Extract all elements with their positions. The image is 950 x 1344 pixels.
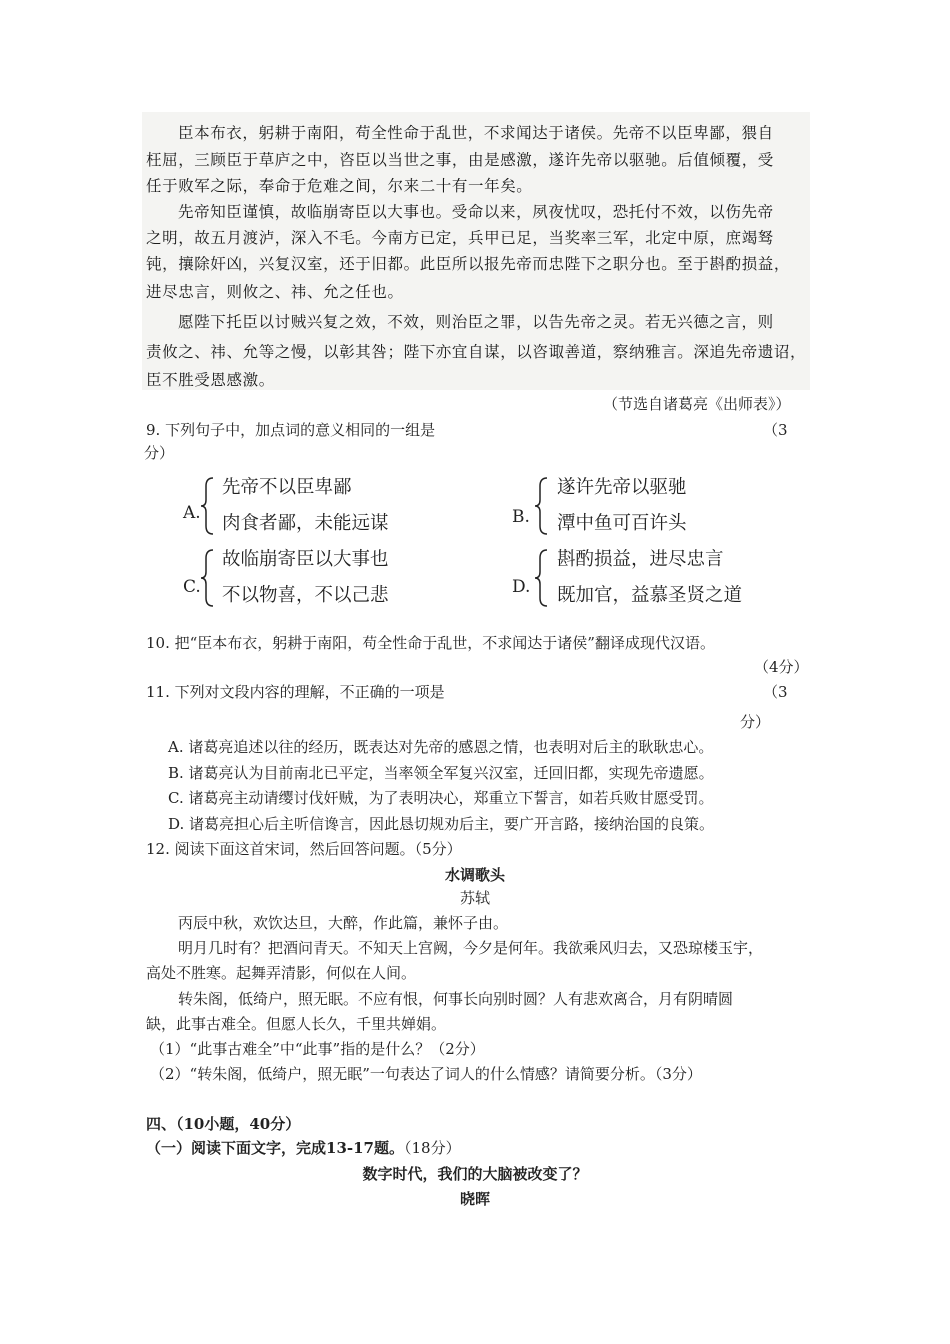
q11-score-unit: 分） [740, 713, 771, 731]
q9-option-c-line1: 故临崩寄臣以大事也 [222, 549, 389, 570]
part1-heading [146, 1137, 461, 1158]
q9-option-b-line1: 遂许先帝以驱驰 [557, 477, 687, 498]
poem-line: 缺，此事古难全。但愿人长久，千里共婵娟。 [146, 1015, 447, 1033]
q9-option-d-line2: 既加官，益慕圣贤之道 [557, 585, 743, 606]
poem-author: 苏轼 [459, 889, 490, 907]
q12-sub2: （2）“转朱阁，低绮户，照无眠”一句表达了词人的什么情感？请简要分析。（3分） [150, 1065, 702, 1083]
passage-line: 进尽忠言，则攸之、祎、允之任也。 [146, 283, 404, 301]
q9-option-a-line2: 肉食者鄙，未能远谋 [222, 513, 389, 534]
article-title: 数字时代，我们的大脑被改变了？ [362, 1165, 588, 1183]
q11-option-b: B. 诸葛亮认为目前南北已平定，当率领全军复兴汉室，迁回旧都，实现先帝遗愿。 [168, 764, 714, 782]
q9-option-c-line2: 不以物喜，不以己悲 [222, 585, 389, 606]
brace-icon [199, 548, 217, 608]
q9-option-a-line1: 先帝不以臣卑鄙 [222, 477, 352, 498]
q10-score: （4分） [754, 658, 809, 676]
poem-preface: 丙辰中秋，欢饮达旦，大醉，作此篇，兼怀子由。 [178, 914, 509, 932]
passage-line: 钝，攘除奸凶，兴复汉室，还于旧都。此臣所以报先帝而忠陛下之职分也。至于斟酌损益， [146, 255, 791, 273]
q9-option-b-line2: 潭中鱼可百许头 [557, 513, 687, 534]
brace-icon [533, 476, 551, 536]
q12-stem: 12. 阅读下面这首宋词，然后回答问题。（5分） [146, 840, 462, 858]
passage-line: 之明，故五月渡泸，深入不毛。今南方已定，兵甲已足，当奖率三军，北定中原，庶竭驽 [146, 229, 774, 247]
passage-line: 臣不胜受恩感激。 [146, 371, 275, 389]
q11-stem: 11. 下列对文段内容的理解，不正确的一项是 [146, 683, 445, 701]
part1-score: （18分） [403, 1139, 461, 1157]
passage-line: 枉屈，三顾臣于草庐之中，咨臣以当世之事，由是感激，遂许先帝以驱驰。后值倾覆，受 [146, 151, 774, 169]
passage-line: 任于败军之际，奉命于危难之间，尔来二十有一年矣。 [146, 177, 533, 195]
q9-option-a-label: A. [183, 503, 201, 523]
q11-option-a: A. 诸葛亮追述以往的经历，既表达对先帝的感恩之情，也表明对后主的耿耿忠心。 [168, 738, 714, 756]
q10-stem: 10. 把“臣本布衣，躬耕于南阳，苟全性命于乱世，不求闻达于诸侯”翻译成现代汉语。 [146, 634, 715, 652]
q11-option-d: D. 诸葛亮担心后主听信谗言，因此恳切规劝后主，要广开言路，接纳治国的良策。 [168, 815, 715, 833]
q11-option-c: C. 诸葛亮主动请缨讨伐奸贼，为了表明决心，郑重立下誓言，如若兵败甘愿受罚。 [168, 789, 714, 807]
q9-score-unit: 分） [144, 444, 175, 462]
passage-line: 先帝知臣谨慎，故临崩寄臣以大事也。受命以来，夙夜忧叹，恐托付不效，以伤先帝 [178, 203, 774, 221]
passage-line: 责攸之、祎、允等之慢，以彰其咎；陛下亦宜自谋，以咨诹善道，察纳雅言。深追先帝遗诏， [146, 343, 807, 361]
q9-score: （3 [763, 421, 788, 439]
q9-option-b-label: B. [512, 507, 530, 527]
brace-icon [533, 548, 551, 608]
poem-line: 明月几时有？把酒问青天。不知天上宫阙，今夕是何年。我欲乘风归去，又恐琼楼玉宇， [178, 939, 764, 957]
passage-line: 愿陛下托臣以讨贼兴复之效，不效，则治臣之罪，以告先帝之灵。若无兴德之言，则 [178, 313, 774, 331]
q9-option-c-label: C. [183, 577, 201, 597]
poem-line: 转朱阁，低绮户，照无眠。不应有恨，何事长向别时圆？人有悲欢离合，月有阴晴圆 [178, 990, 734, 1008]
article-author: 晓晖 [459, 1190, 490, 1208]
q12-sub1: （1）“此事古难全”中“此事”指的是什么？（2分） [150, 1040, 485, 1058]
poem-line: 高处不胜寒。起舞弄清影，何似在人间。 [146, 964, 417, 982]
q9-stem: 9. 下列句子中，加点词的意义相同的一组是 [146, 421, 436, 439]
passage-line: 臣本布衣，躬耕于南阳，苟全性命于乱世，不求闻达于诸侯。先帝不以臣卑鄙，猥自 [178, 124, 774, 142]
section-heading: 四、（10小题，40分） [146, 1115, 301, 1133]
q11-score: （3 [763, 683, 788, 701]
brace-icon [199, 476, 217, 536]
part1-instruction: （一）阅读下面文字，完成13-17题。 [146, 1139, 404, 1157]
passage-source: （节选自诸葛亮《出师表》） [603, 395, 791, 413]
q9-option-d-line1: 斟酌损益，进尽忠言 [557, 549, 724, 570]
q9-option-d-label: D. [512, 577, 531, 597]
poem-title: 水调歌头 [444, 866, 505, 884]
